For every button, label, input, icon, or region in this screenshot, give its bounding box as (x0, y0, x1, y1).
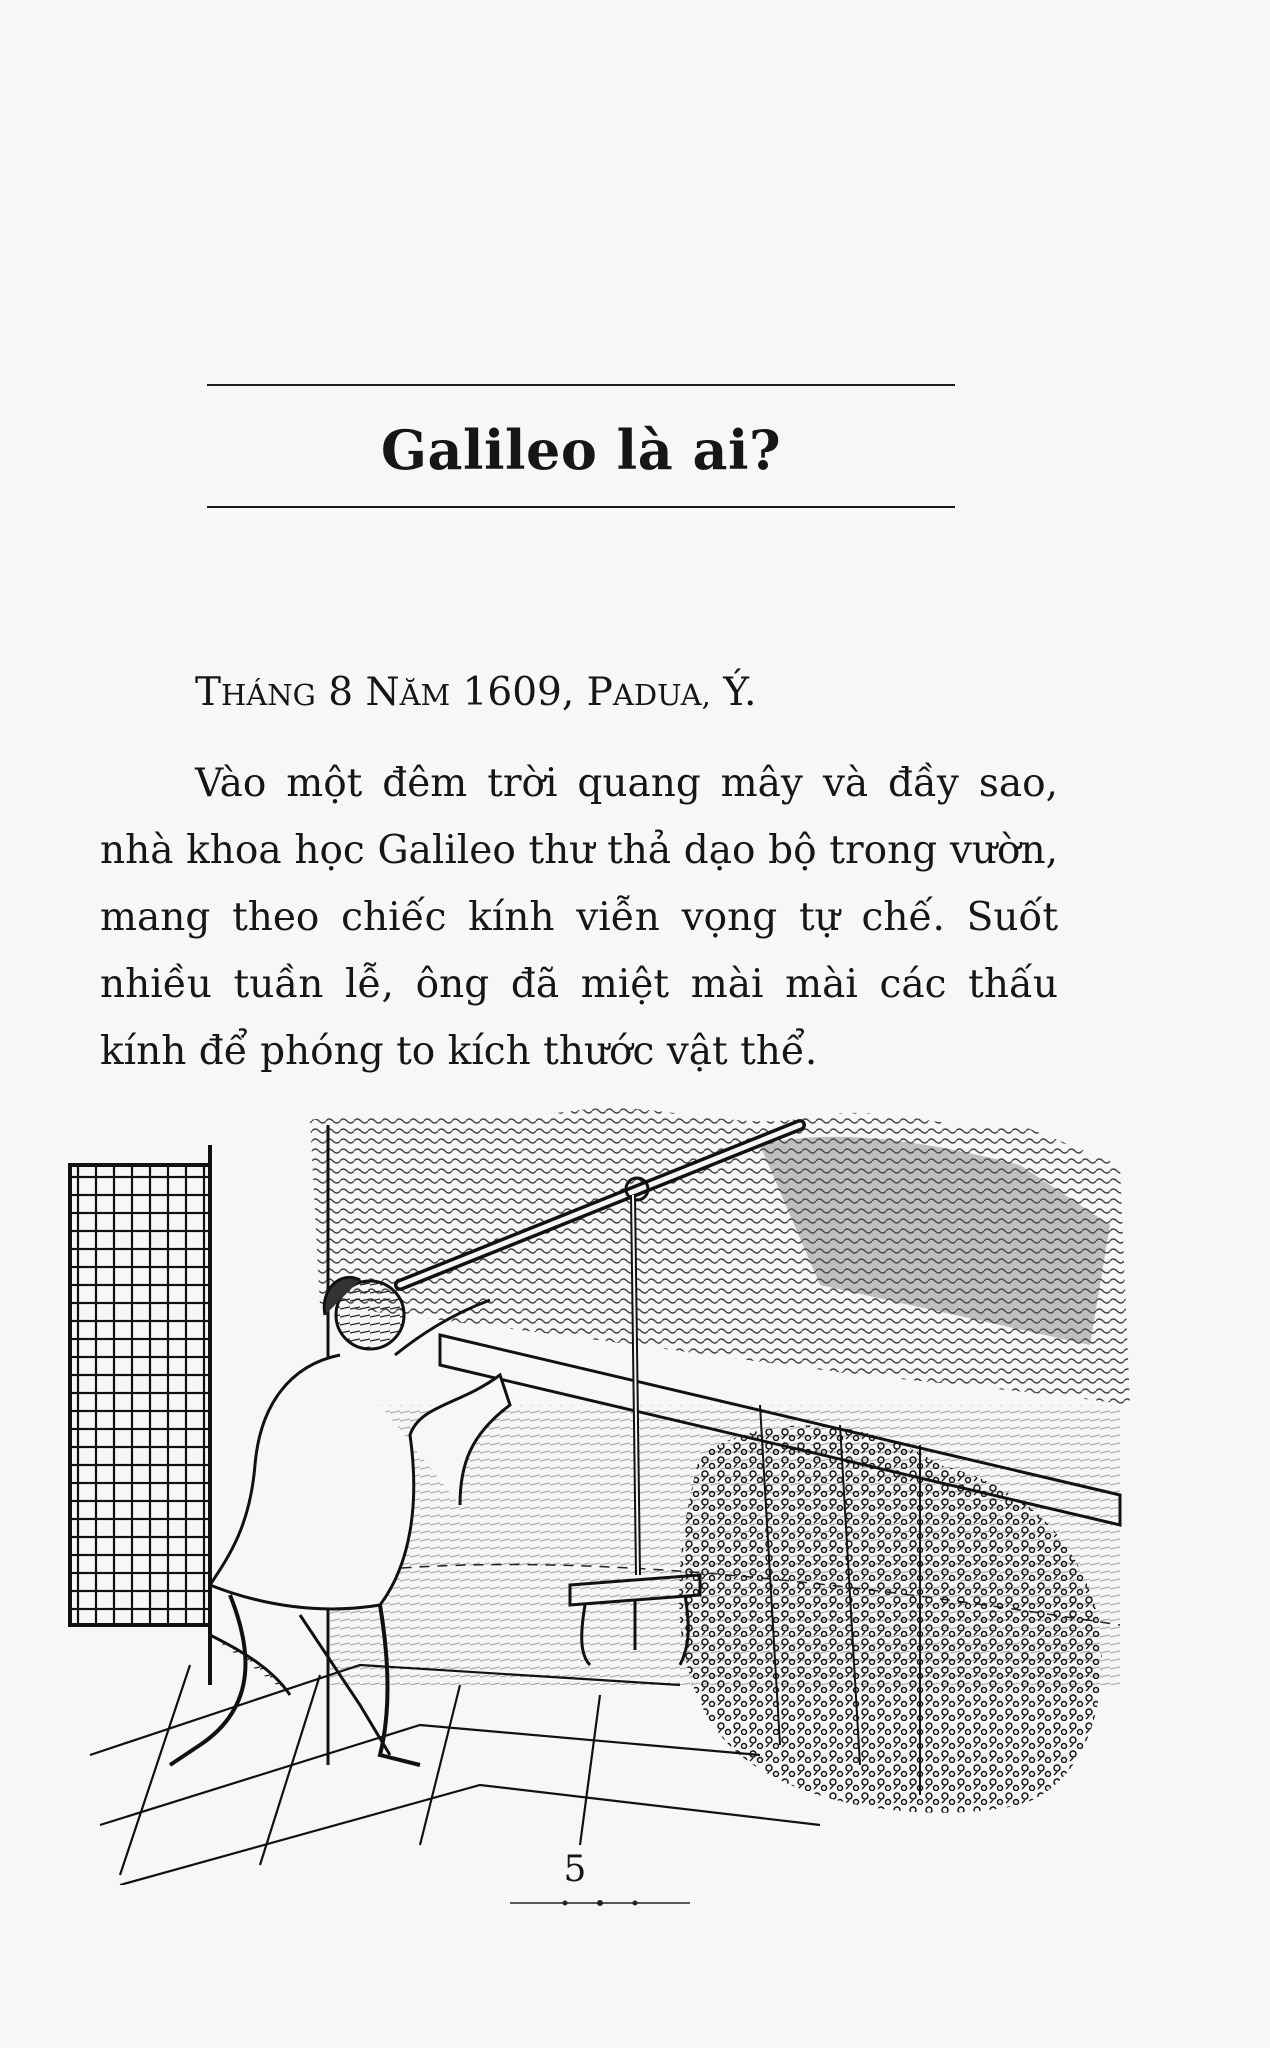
dateline-year-word-initial: N (365, 670, 400, 715)
dateline-place-initial: P (586, 670, 613, 715)
page-ornament-icon (510, 1896, 690, 1910)
title-rule-bottom (207, 506, 955, 508)
dateline-year-word-rest: ĂM (399, 678, 451, 712)
page-number: 5 (563, 1849, 587, 1890)
body-paragraph: Vào một đêm trời quang mây và đầy sao, nhà khoa học Galileo thư thả dạo bộ trong vườn, mang theo chiếc kính viễn vọng tự chế. Suốt nhiều tuần lễ, ông đã miệt mài mài các thấu kính để phóng to kích thước vật thể. (100, 761, 1058, 1074)
dateline-month-initial: T (195, 670, 222, 715)
title-rule-top (207, 384, 955, 386)
dateline-month-number: 8 (328, 670, 354, 715)
dateline-month-rest: HÁNG (221, 678, 316, 712)
galileo-telescope-illustration (60, 1105, 1140, 1885)
dateline-place-rest: ADUA, (612, 678, 711, 712)
chapter-title: Galileo là ai? (380, 418, 782, 482)
dateline (195, 668, 756, 720)
dateline-country: Ý. (723, 670, 757, 715)
dateline-year: 1609, (462, 670, 575, 715)
